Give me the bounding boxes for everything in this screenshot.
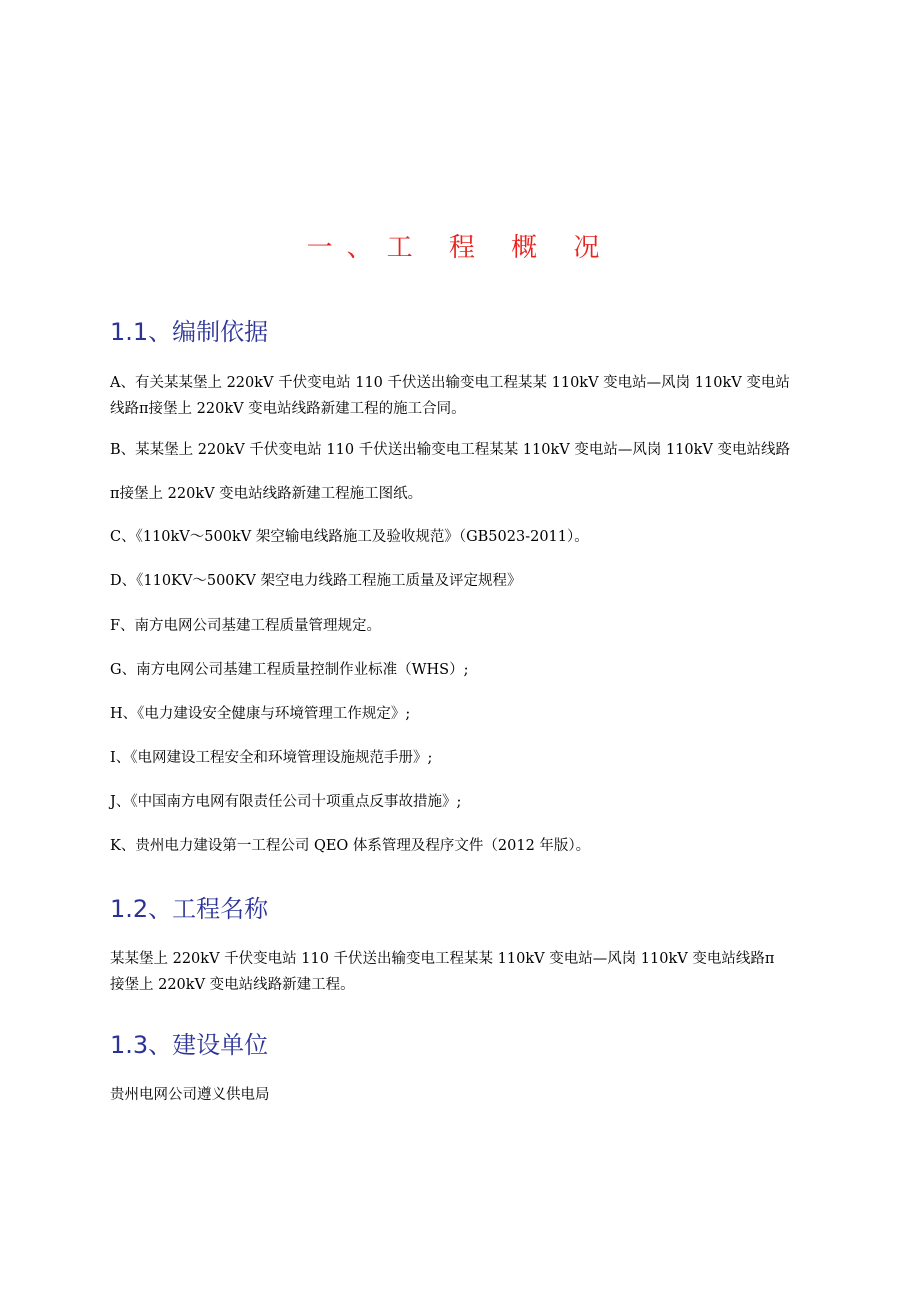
basis-item-k: K、贵州电力建设第一工程公司 QEO 体系管理及程序文件（2012 年版）。 [110,838,591,854]
owner-text: 贵州电网公司遵义供电局 [110,1087,270,1103]
basis-item-f: F、南方电网公司基建工程质量管理规定。 [110,618,382,634]
basis-item-h: H、《电力建设安全健康与环境管理工作规定》; [110,706,411,722]
basis-item-j: J、《中国南方电网有限责任公司十项重点反事故措施》; [110,794,462,810]
section-heading-basis: 1.1、编制依据 [110,318,269,346]
project-name-text [110,946,830,998]
basis-item-b [110,437,830,507]
basis-item-a-line2: 线路π接堡上 220kV 变电站线路新建工程的施工合同。 [110,401,466,417]
basis-item-b-line2: π接堡上 220kV 变电站线路新建工程施工图纸。 [110,486,423,502]
basis-item-g: G、南方电网公司基建工程质量控制作业标准（WHS）; [110,662,469,678]
basis-item-a [110,370,830,422]
project-name-line2: 接堡上 220kV 变电站线路新建工程。 [110,977,355,993]
page-title: 一、工 程 概 况 [306,233,614,263]
basis-item-b-line1: B、某某堡上 220kV 千伏变电站 110 千伏送出输变电工程某某 110kV 变电站—风岗 110kV 变电站线路 [110,442,791,458]
project-name-line1: 某某堡上 220kV 千伏变电站 110 千伏送出输变电工程某某 110kV 变电站—风岗 110kV 变电站线路π [110,951,775,967]
section-heading-owner: 1.3、建设单位 [110,1031,269,1059]
basis-item-d: D、《110KV～500KV 架空电力线路工程施工质量及评定规程》 [110,573,522,589]
basis-item-i: I、《电网建设工程安全和环境管理设施规范手册》; [110,750,433,766]
basis-item-a-line1: A、有关某某堡上 220kV 千伏变电站 110 千伏送出输变电工程某某 110kV 变电站—风岗 110kV 变电站 [110,375,790,391]
section-heading-project-name: 1.2、工程名称 [110,895,269,923]
basis-item-c: C、《110kV～500kV 架空输电线路施工及验收规范》（GB5023-2011）。 [110,529,589,545]
